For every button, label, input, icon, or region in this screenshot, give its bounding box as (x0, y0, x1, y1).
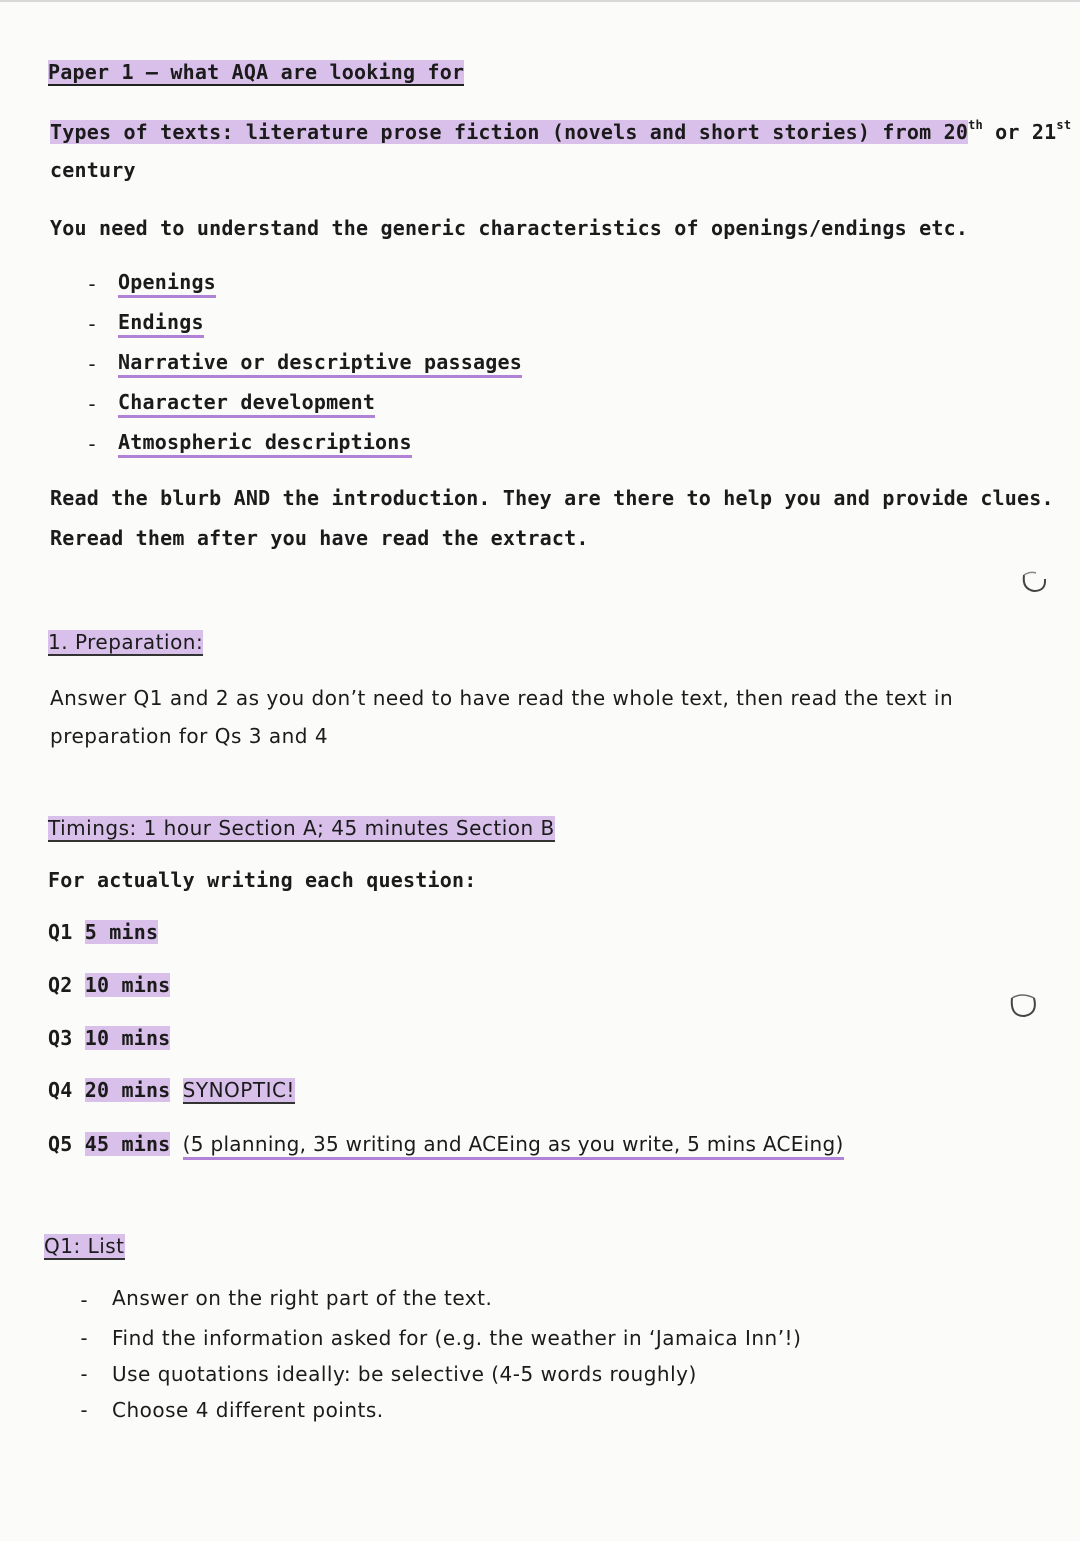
blurb-text-2: Reread them after you have read the extract. (50, 526, 589, 550)
list-item: Character development (118, 390, 375, 414)
timing-row: Q2 10 mins (48, 973, 171, 997)
list-item: Atmospheric descriptions (118, 430, 412, 454)
bullet-dash: - (86, 432, 99, 456)
preparation-heading: 1. Preparation: (48, 630, 204, 654)
page-edge (0, 0, 1080, 2)
preparation-text: Answer Q1 and 2 as you don’t need to have read the whole text, then read the text in (50, 686, 954, 710)
list-item: Answer on the right part of the text. (112, 1286, 493, 1310)
punch-hole-icon (1008, 990, 1038, 1020)
bullet-dash: - (78, 1326, 91, 1350)
list-item: Endings (118, 310, 204, 334)
types-line-2: century (50, 158, 136, 182)
list-item: Openings (118, 270, 216, 294)
bullet-dash: - (86, 312, 99, 336)
bullet-dash: - (86, 352, 99, 376)
bullet-dash: - (78, 1362, 91, 1386)
page-title: Paper 1 – what AQA are looking for (48, 60, 465, 84)
timings-heading: Timings: 1 hour Section A; 45 minutes Section B (48, 816, 555, 840)
bullet-dash: - (86, 272, 99, 296)
timing-row: Q4 20 mins SYNOPTIC! (48, 1078, 295, 1102)
understand-text: You need to understand the generic characteristics of openings/endings etc. (50, 216, 969, 240)
timing-row: Q1 5 mins (48, 920, 159, 944)
preparation-text-2: preparation for Qs 3 and 4 (50, 724, 329, 748)
list-item: Find the information asked for (e.g. the weather in ‘Jamaica Inn’!) (112, 1326, 802, 1350)
bullet-dash: - (86, 392, 99, 416)
timings-intro: For actually writing each question: (48, 868, 477, 892)
bullet-dash: - (78, 1288, 91, 1312)
blurb-text: Read the blurb AND the introduction. They are there to help you and provide clues. (50, 486, 1054, 510)
q1-heading: Q1: List (44, 1234, 125, 1258)
timing-row: Q5 45 mins (5 planning, 35 writing and ACEing as you write, 5 mins ACEing) (48, 1132, 844, 1156)
punch-hole-icon (1018, 565, 1048, 595)
list-item: Use quotations ideally: be selective (4-5 words roughly) (112, 1362, 697, 1386)
types-line: Types of texts: literature prose fiction (novels and short stories) from 20th or 21st (50, 118, 1072, 144)
list-item: Choose 4 different points. (112, 1398, 384, 1422)
bullet-dash: - (78, 1398, 91, 1422)
list-item: Narrative or descriptive passages (118, 350, 522, 374)
timing-row: Q3 10 mins (48, 1026, 171, 1050)
